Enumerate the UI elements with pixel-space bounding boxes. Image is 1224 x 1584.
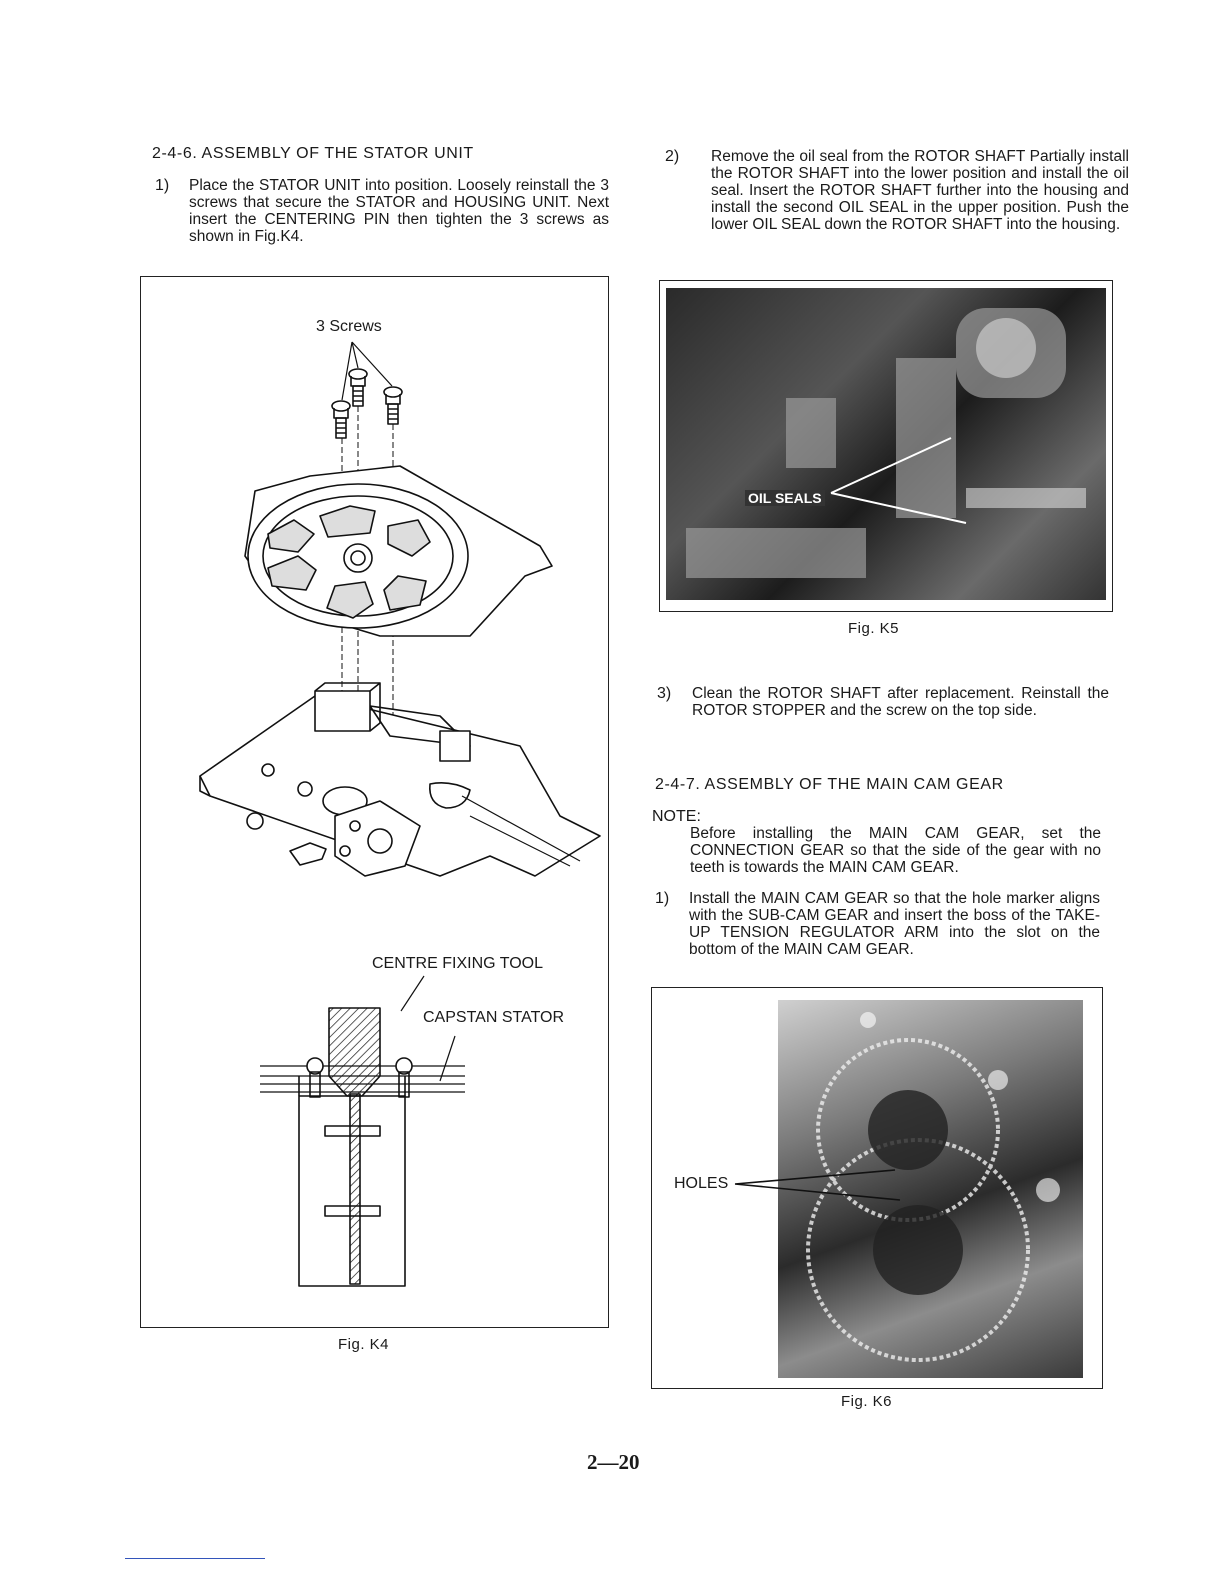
- label-centre-fixing-tool: CENTRE FIXING TOOL: [372, 955, 543, 972]
- section-heading-main-cam: 2-4-7. ASSEMBLY OF THE MAIN CAM GEAR: [655, 776, 1004, 793]
- screw-icon: [349, 369, 367, 406]
- step-number: 3): [657, 685, 672, 702]
- step-text-clean-shaft: Clean the ROTOR SHAFT after replacement. Reinstall the ROTOR STOPPER and the screw on the top side.: [692, 685, 1109, 719]
- label-holes: HOLES: [674, 1175, 729, 1192]
- figure-caption-k5: Fig. K5: [848, 620, 900, 637]
- section-heading-stator: 2-4-6. ASSEMBLY OF THE STATOR UNIT: [152, 145, 474, 162]
- label-oil-seals: OIL SEALS: [745, 490, 825, 506]
- page-number: 2—20: [587, 1450, 640, 1474]
- footer-rule: [125, 1558, 265, 1559]
- note-text: Before installing the MAIN CAM GEAR, set the CONNECTION GEAR so that the side of the gear with no teeth is towards the MAIN CAM GEAR.: [690, 825, 1101, 876]
- stator-assembly-diagram: [140, 276, 609, 1328]
- oil-seals-photo: [666, 288, 1106, 600]
- screw-icon: [332, 401, 350, 438]
- step-number: 1): [155, 177, 170, 194]
- figure-caption-k6: Fig. K6: [841, 1393, 893, 1410]
- label-3-screws: 3 Screws: [316, 318, 382, 335]
- step-number: 2): [665, 148, 680, 165]
- label-capstan-stator: CAPSTAN STATOR: [423, 1009, 565, 1026]
- step-text-main-cam: Install the MAIN CAM GEAR so that the hole marker aligns with the SUB-CAM GEAR and insert the boss of the TAKE-UP TENSION REGULATOR ARM into the slot on the bottom of the MAIN CAM GEAR.: [689, 890, 1100, 958]
- figure-caption-k4: Fig. K4: [338, 1336, 390, 1353]
- note-label: NOTE:: [652, 808, 701, 825]
- step-number: 1): [655, 890, 670, 907]
- holes-leader-lines: [730, 1160, 930, 1220]
- step-text-stator: Place the STATOR UNIT into position. Loosely reinstall the 3 screws that secure the STATOR and HOUSING UNIT. Next insert the CENTERING PIN then tighten the 3 screws as shown in Fig.K4.: [189, 177, 609, 245]
- screw-icon: [384, 387, 402, 424]
- step-text-rotor-shaft: Remove the oil seal from the ROTOR SHAFT Partially install the ROTOR SHAFT into the lower position and install the oil seal. Insert the ROTOR SHAFT further into the housing and install the second OIL SEAL in the upper position. Push the lower OIL SEAL down the ROTOR SHAFT into the housing.: [711, 148, 1129, 233]
